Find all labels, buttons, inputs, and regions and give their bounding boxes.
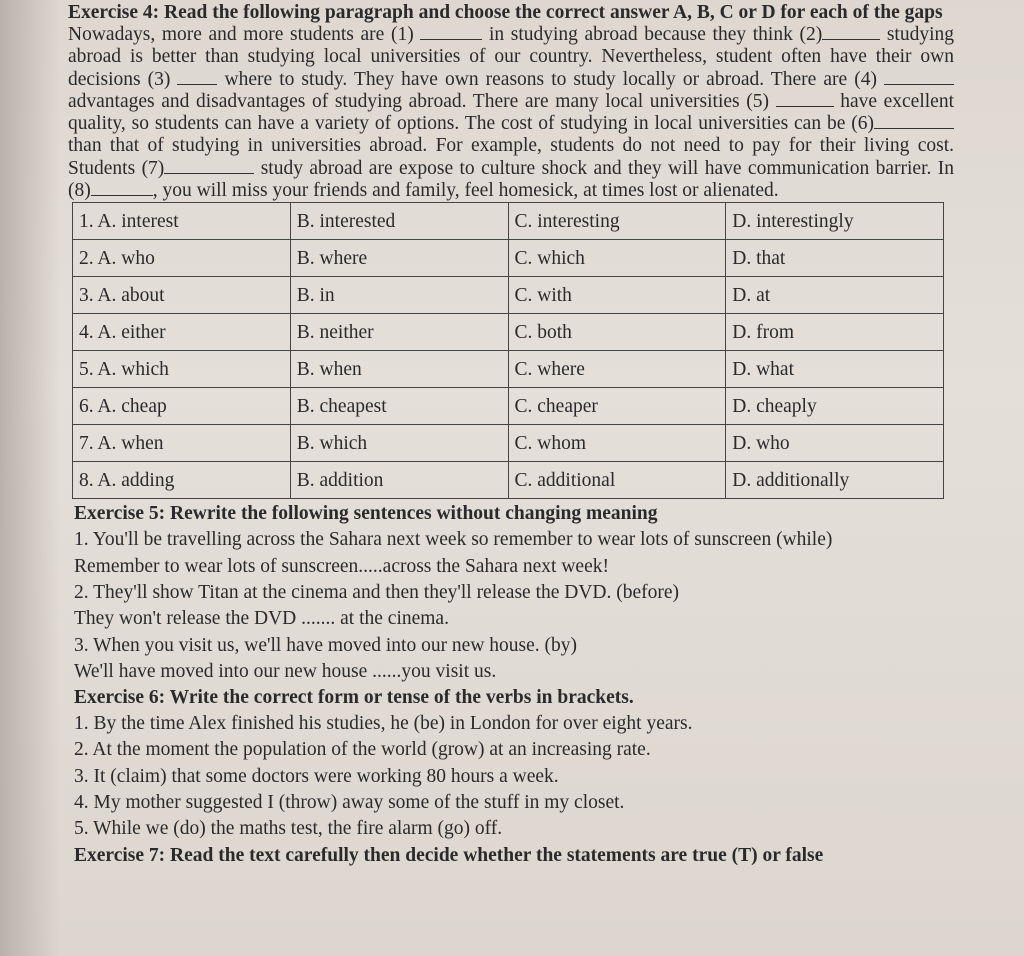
exercise-5-title: Exercise 5: Rewrite the following sentences without changing meaning: [74, 503, 658, 525]
list-item: Remember to wear lots of sunscreen.....across the Sahara next week!: [74, 555, 609, 577]
paragraph-segment: study abroad are expose to culture shock and they will have communication barrier. In (8): [68, 157, 954, 202]
option-cell: B. when: [290, 351, 508, 388]
list-item: 5. While we (do) the maths test, the fire alarm (go) off.: [74, 818, 503, 840]
table-row: [73, 388, 944, 425]
option-cell: B. interested: [290, 203, 508, 240]
list-item: 1. You'll be travelling across the Sahara next week so remember to wear lots of sunscreen (while): [74, 529, 833, 551]
gap-3: [177, 70, 217, 85]
option-cell: B. which: [290, 425, 508, 462]
table-row: [73, 462, 944, 499]
table-row: [73, 203, 944, 240]
page-shadow: [0, 0, 60, 956]
option-cell: 5. A. which: [73, 351, 291, 388]
gap-1: [420, 25, 482, 40]
gap-2: [822, 25, 880, 40]
option-cell: 4. A. either: [73, 314, 291, 351]
paragraph-segment: have excellent quality, so students can have a variety of options. The cost of studying in local universities can be (6): [68, 90, 954, 135]
exercise-4-title: Exercise 4: Read the following paragraph and choose the correct answer A, B, C or D for each of the gaps: [68, 2, 943, 23]
option-cell: C. both: [508, 314, 726, 351]
paragraph-segment: Nowadays, more and more students are (1): [68, 24, 414, 45]
option-cell: C. where: [508, 351, 726, 388]
option-cell: D. cheaply: [726, 388, 944, 425]
paragraph-segment: , you will miss your friends and family, feel homesick, at times lost or alienated.: [152, 180, 779, 202]
exercise-6-title: Exercise 6: Write the correct form or tense of the verbs in brackets.: [74, 687, 634, 709]
option-cell: 3. A. about: [73, 277, 291, 314]
table-row: [73, 277, 944, 314]
option-cell: B. in: [290, 277, 508, 314]
gap-7: [164, 159, 254, 174]
option-cell: D. interestingly: [726, 203, 944, 240]
option-cell: 2. A. who: [73, 240, 291, 277]
option-cell: C. interesting: [508, 203, 726, 240]
list-item: 1. By the time Alex finished his studies, he (be) in London for over eight years.: [74, 713, 693, 735]
table-row: [73, 240, 944, 277]
exercise-5-list: [74, 527, 954, 685]
exercise-7-title: Exercise 7: Read the text carefully then decide whether the statements are true (T) or false: [74, 844, 824, 866]
list-item: 2. They'll show Titan at the cinema and then they'll release the DVD. (before): [74, 581, 680, 603]
exercise-6-list: [74, 711, 954, 842]
list-item: We'll have moved into our new house ......you visit us.: [74, 660, 497, 682]
paragraph-segment: than that of studying in universities abroad. For example, students do not need to pay for their living cost. Students (7): [68, 135, 954, 179]
gap-8: [91, 181, 153, 196]
option-cell: C. with: [508, 277, 726, 314]
table-row: [73, 314, 944, 351]
list-item: They won't release the DVD ....... at the cinema.: [74, 608, 449, 630]
option-cell: D. at: [726, 277, 944, 314]
option-cell: B. cheapest: [290, 388, 508, 425]
option-cell: 1. A. interest: [73, 203, 291, 240]
option-cell: C. cheaper: [508, 388, 726, 425]
option-cell: 8. A. adding: [73, 462, 291, 499]
option-cell: C. whom: [508, 425, 726, 462]
option-cell: B. where: [290, 240, 508, 277]
option-cell: D. what: [726, 351, 944, 388]
list-item: 3. It (claim) that some doctors were working 80 hours a week.: [74, 765, 559, 787]
option-cell: B. neither: [290, 314, 508, 351]
option-cell: D. from: [726, 314, 944, 351]
gap-6: [874, 114, 954, 129]
option-cell: 7. A. when: [73, 425, 291, 462]
answer-options-table: [72, 202, 944, 499]
gap-4: [884, 70, 954, 85]
gap-5: [776, 92, 834, 107]
exercise-4-paragraph: [68, 24, 954, 202]
paragraph-segment: studying abroad is better than studying local universities of our country. Nevertheless, student often have their own decisions (3): [68, 24, 954, 90]
paragraph-segment: advantages and disadvantages of studying abroad. There are many local universities (5): [68, 90, 769, 112]
list-item: 4. My mother suggested I (throw) away some of the stuff in my closet.: [74, 792, 625, 814]
option-cell: C. additional: [508, 462, 726, 499]
option-cell: D. that: [726, 240, 944, 277]
option-cell: D. who: [726, 425, 944, 462]
table-row: [73, 351, 944, 388]
table-row: [73, 425, 944, 462]
paragraph-segment: in studying abroad because they think (2): [488, 24, 823, 45]
option-cell: D. additionally: [726, 462, 944, 499]
paragraph-segment: where to study. They have own reasons to study locally or abroad. There are (4): [224, 68, 877, 90]
list-item: 3. When you visit us, we'll have moved into our new house. (by): [74, 634, 578, 656]
option-cell: B. addition: [290, 462, 508, 499]
option-cell: C. which: [508, 240, 726, 277]
option-cell: 6. A. cheap: [73, 388, 291, 425]
list-item: 2. At the moment the population of the world (grow) at an increasing rate.: [74, 739, 651, 761]
